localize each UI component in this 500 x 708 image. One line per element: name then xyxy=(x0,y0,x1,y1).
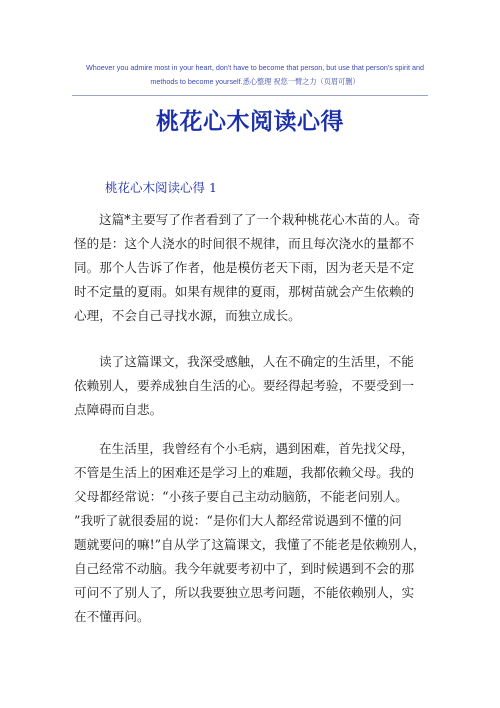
paragraph-line: 在不懂再问。 xyxy=(74,609,150,624)
paragraph-line: 这篇*主要写了作者看到了了一个栽种桃花心木苗的人。奇 xyxy=(99,212,421,227)
paragraph-line: 父母都经常说：“小孩子要自己主动动脑筋，不能老问别人。 xyxy=(74,489,408,504)
paragraph-line: 读了这篇课文，我深受感触，人在不确定的生活里，不能 xyxy=(99,354,414,369)
header-quote-line-1: Whoever you admire most in your heart, don't have to become that person, but use that person's spirit and xyxy=(86,63,424,72)
paragraph-line: 心理，不会自己寻找水源，而独立成长。 xyxy=(74,308,301,323)
header-divider xyxy=(72,95,428,96)
paragraph-line: 不管是生活上的困难还是学习上的难题，我都依赖父母。我的 xyxy=(74,465,415,480)
paragraph-line: ”我听了就很委屈的说：“是你们大人都经常说遇到不懂的问 xyxy=(74,513,402,528)
paragraph-line: 同。那个人告诉了作者，他是模仿老天下雨，因为老天是不定 xyxy=(74,260,415,275)
page-header-quote xyxy=(70,61,440,89)
paragraph-line: 时不定量的夏雨。如果有规律的夏雨，那树苗就会产生依赖的 xyxy=(74,284,415,299)
paragraph-3 xyxy=(74,437,434,629)
paragraph-line: 怪的是：这个人浇水的时间很不规律，而且每次浇水的量都不 xyxy=(74,236,415,251)
paragraph-line: 题就要问的嘛!”自从学了这篇课文，我懂了不能老是依赖别人， xyxy=(74,537,426,552)
paragraph-line: 可问不了别人了，所以我要独立思考问题，不能依赖别人，实 xyxy=(74,585,415,600)
header-quote-line-2: methods to become yourself.悉心整理 祝您一臂之力（页眉可删） xyxy=(150,77,360,86)
paragraph-2 xyxy=(74,350,434,422)
paragraph-line: 点障碍而自悲。 xyxy=(74,402,163,417)
document-title: 桃花心木阅读心得 xyxy=(156,109,344,135)
paragraph-line: 在生活里，我曾经有个小毛病，遇到困难，首先找父母， xyxy=(99,441,414,456)
section-heading: 桃花心木阅读心得 1 xyxy=(105,180,217,195)
paragraph-line: 自己经常不动脑。我今年就要考初中了，到时候遇到不会的那 xyxy=(74,561,415,576)
paragraph-1 xyxy=(74,208,434,328)
paragraph-line: 依赖别人，要养成独自生活的心。要经得起考验，不要受到一 xyxy=(74,378,415,393)
